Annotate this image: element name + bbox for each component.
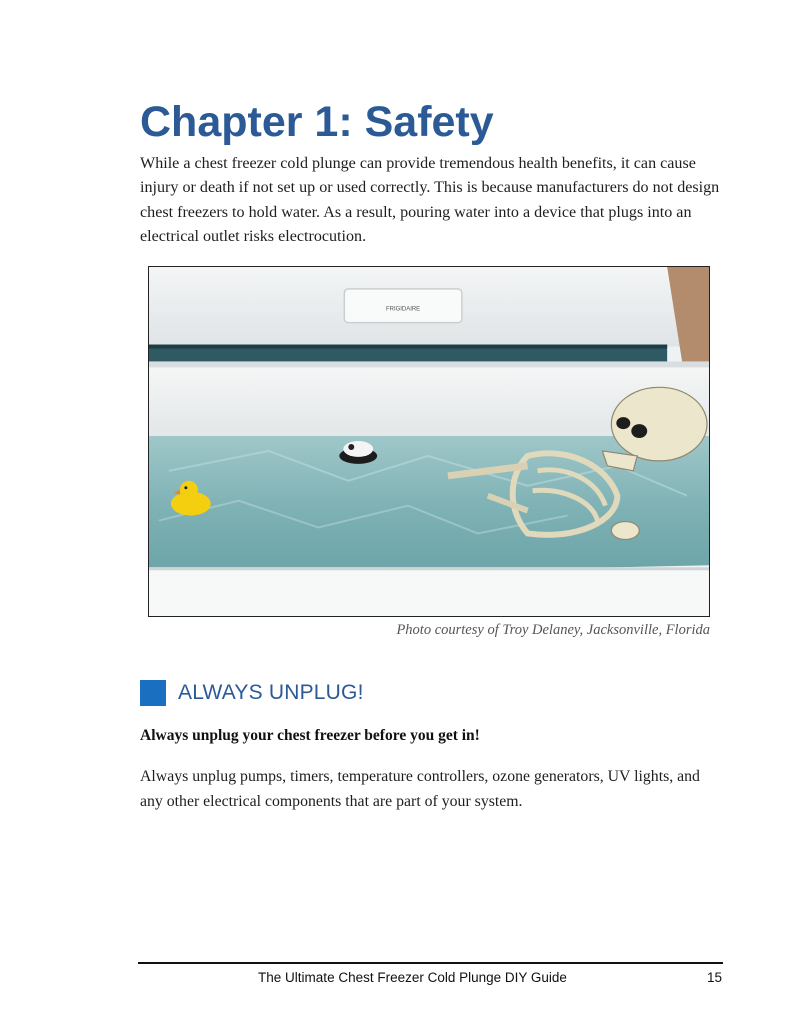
- section-square-icon: [140, 680, 166, 706]
- warning-bold-line: Always unplug your chest freezer before you get in!: [140, 727, 480, 744]
- page-number: 15: [706, 970, 722, 985]
- photo-caption: Photo courtesy of Troy Delaney, Jacksonville, Florida: [396, 622, 710, 638]
- footer-rule: [138, 962, 723, 964]
- section-heading: [140, 678, 364, 708]
- chapter-title: Chapter 1: Safety: [140, 98, 494, 146]
- chest-freezer-photo: [148, 266, 710, 617]
- intro-paragraph: While a chest freezer cold plunge can provide tremendous health benefits, it can cause injury or death if not set up or used correctly. This is because manufacturers do not design chest freezers to hold water. As a result, pouring water into a device that plugs into an electrical outlet risks electrocution.: [140, 155, 720, 246]
- section-title: ALWAYS UNPLUG!: [178, 681, 364, 704]
- footer-book-title: The Ultimate Chest Freezer Cold Plunge DIY Guide: [258, 970, 567, 985]
- section-body: Always unplug pumps, timers, temperature controllers, ozone generators, UV lights, and any other electrical components that are part of your system.: [140, 768, 700, 810]
- freezer-front-rim: [149, 567, 709, 616]
- brand-label: FRIGIDAIRE: [385, 306, 421, 313]
